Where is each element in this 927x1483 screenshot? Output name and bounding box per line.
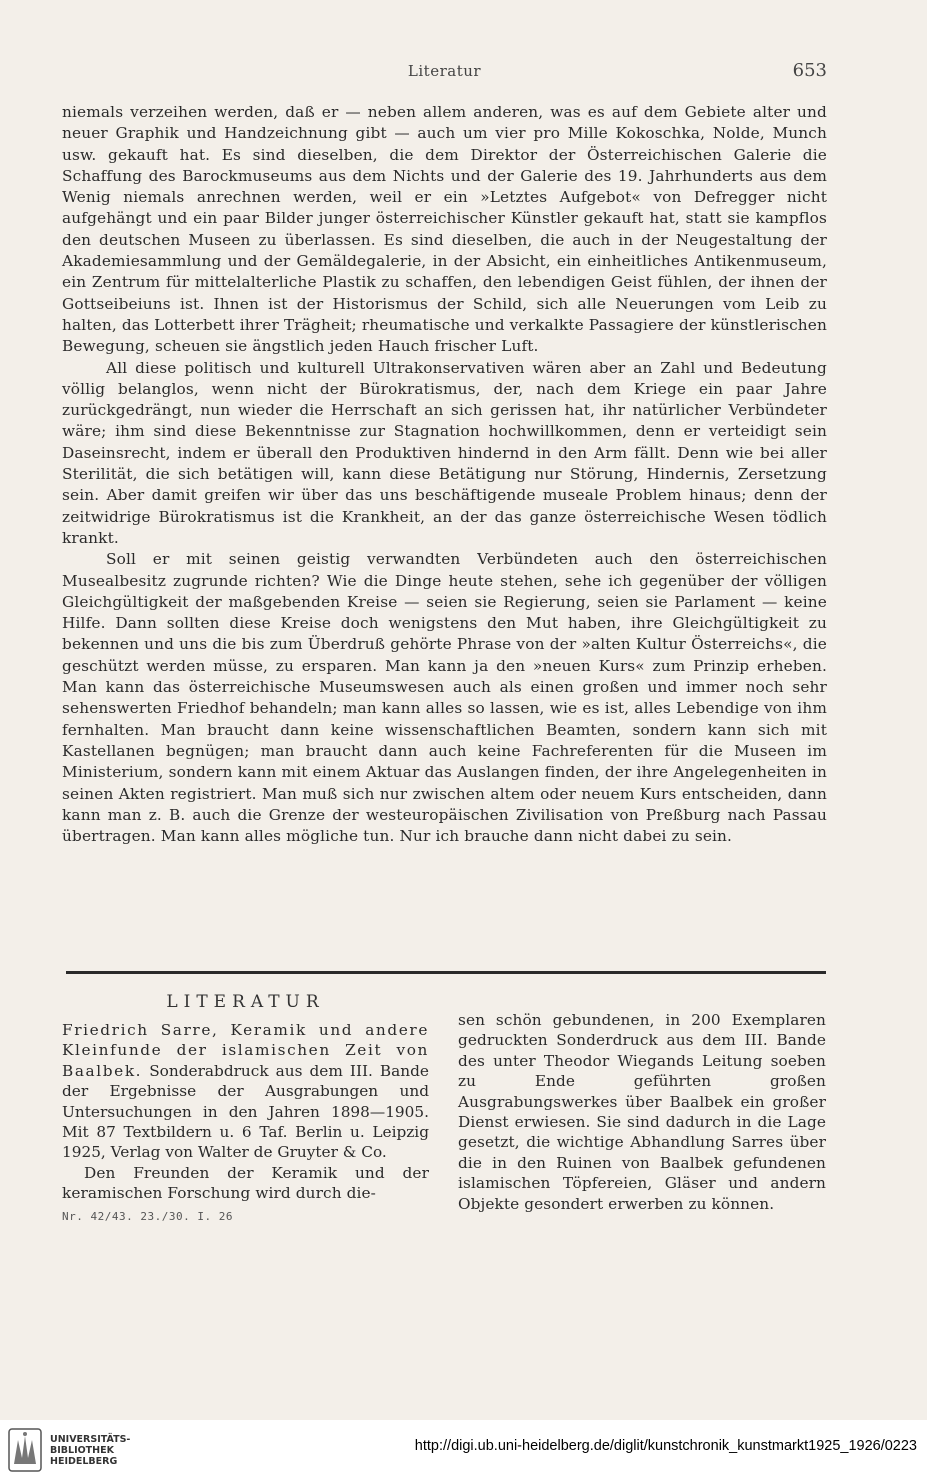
review-text-start: Den Freunden der Keramik und der keramischen Forschung wird durch die- [62, 1163, 429, 1203]
section-divider [66, 971, 826, 974]
bibliography-entry [62, 1020, 429, 1163]
bibliography-author-title: Friedrich Sarre, Keramik und andere Kleinfunde der islamischen Zeit von Baalbek. [62, 1021, 429, 1080]
library-footer [0, 1420, 927, 1483]
main-text [62, 102, 827, 847]
paragraph: All diese politisch und kulturell Ultrakonservativen wären aber an Zahl und Bedeutung völlig belanglos, wenn nicht der Bürokratismus, der, nach dem Kriege ein paar Jahre zurückgedrängt, nun wieder die Herrschaft an sich gerissen hat, ihr natürlicher Verbündeter wäre; ihm sind diese Bekenntnisse zur Stagnation hochwillkommen, denn er verteidigt sein Daseinsrecht, indem er überall den Produktiven hindernd in den Arm fällt. Denn wie bei aller Sterilität, die sich betätigen will, kann diese Betätigung nur Störung, Hindernis, Zersetzung sein. Aber damit greifen wir über das uns beschäftigende museale Problem hinaus; denn der zeitwidrige Bürokratismus ist die Krankheit, an der das ganze österreichische Wesen tödlich krankt. [62, 358, 827, 547]
institution-line: HEIDELBERG [50, 1456, 118, 1467]
heidelberg-library-seal-icon [8, 1428, 42, 1472]
institution-name [50, 1434, 130, 1467]
institution-line: BIBLIOTHEK [50, 1445, 114, 1456]
source-url-link[interactable]: http://digi.ub.uni-heidelberg.de/diglit/kunstchronik_kunstmarkt1925_1926/0223 [414, 1438, 917, 1454]
bibliography-details: Sonderabdruck aus dem III. Bande der Ergebnisse der Ausgrabungen und Untersuchungen in den Jahren 1898—1905. Mit 87 Textbildern u. 6 Taf. Berlin u. Leipzig 1925, Verlag von Walter de Gruyter & Co. [62, 1061, 429, 1162]
section-title: LITERATUR [166, 992, 325, 1012]
review-text-continued: sen schön gebundenen, in 200 Exemplaren gedruckten Sonderdruck aus dem III. Bande des unter Theodor Wiegands Leitung soeben zu Ende geführten großen Ausgrabungswerkes über Baalbek ein großer Dienst erwiesen. Sie sind dadurch in die Lage gesetzt, die wichtige Abhandlung Sarres über die in den Ruinen von Baalbek gefundenen islamischen Töpfereien, Gläser und andern Objekte gesondert erwerben zu können. [458, 1011, 826, 1213]
issue-note: Nr. 42/43. 23./30. I. 26 [62, 1209, 233, 1223]
literatur-right-column [458, 1010, 826, 1214]
institution-line: UNIVERSITÄTS- [50, 1434, 131, 1445]
running-title: Literatur [407, 62, 482, 80]
page-number: 653 [792, 60, 827, 81]
running-header [62, 62, 827, 86]
literatur-left-column [62, 990, 429, 1223]
paragraph: niemals verzeihen werden, daß er — neben allem anderen, was es auf dem Gebiete alter und neuer Graphik und Handzeichnung gibt — auch um vier pro Mille Kokoschka, Nolde, Munch usw. gekauft hat. Es sind dieselben, die dem Direktor der Österreichischen Galerie die Schaffung des Barockmuseums aus dem Nichts und der Galerie des 19. Jahrhunderts aus dem Wenig niemals anrechnen werden, weil er ein »Letztes Aufgebot« von Defregger nicht aufgehängt und ein paar Bilder junger österreichischer Künstler gekauft hat, statt sie kampflos den deutschen Museen zu überlassen. Es sind dieselben, die auch in der Neugestaltung der Akademiesammlung und der Gemäldegalerie, in der Absicht, ein einheitliches Antikenmuseum, ein Zentrum für mittelalterliche Plastik zu schaffen, den lebendigen Geist fühlen, der ihnen der Gottseibeiuns ist. Ihnen ist der Historismus der Schild, sich alle Neuerungen vom Leib zu halten, das Lotterbett ihrer Trägheit; rheumatische und verkalkte Passagiere der künstlerischen Bewegung, scheuen sie ängstlich jeden Hauch frischer Luft. [62, 103, 827, 356]
paragraph: Soll er mit seinen geistig verwandten Verbündeten auch den österreichischen Musealbesitz zugrunde richten? Wie die Dinge heute stehen, sehe ich gegenüber der völligen Gleichgültigkeit der maßgebenden Kreise — seien sie Regierung, seien sie Parlament — keine Hilfe. Dann sollten diese Kreise doch wenigstens den Mut haben, ihre Gleichgültigkeit zu bekennen und uns die bis zum Überdruß gehörte Phrase von der »alten Kultur Österreichs«, die geschützt werden müsse, zu ersparen. Man kann ja den »neuen Kurs« zum Prinzip erheben. Man kann das österreichische Museumswesen auch als einen großen und immer noch sehr sehenswerten Friedhof behandeln; man kann alles so lassen, wie es ist, alles Lebendige von ihm fernhalten. Man braucht dann keine wissenschaftlichen Beamten, sondern kann sich mit Kastellanen begnügen; man braucht dann auch keine Fachreferenten für die Museen im Ministerium, sondern kann mit einem Aktuar das Auslangen finden, der ihre Angelegenheiten in seinen Akten registriert. Man muß sich nur zwischen altem oder neuem Kurs entscheiden, dann kann man z. B. auch die Grenze der westeuropäischen Zivilisation von Preßburg nach Passau übertragen. Man kann alles mögliche tun. Nur ich brauche dann nicht dabei zu sein. [62, 550, 827, 846]
